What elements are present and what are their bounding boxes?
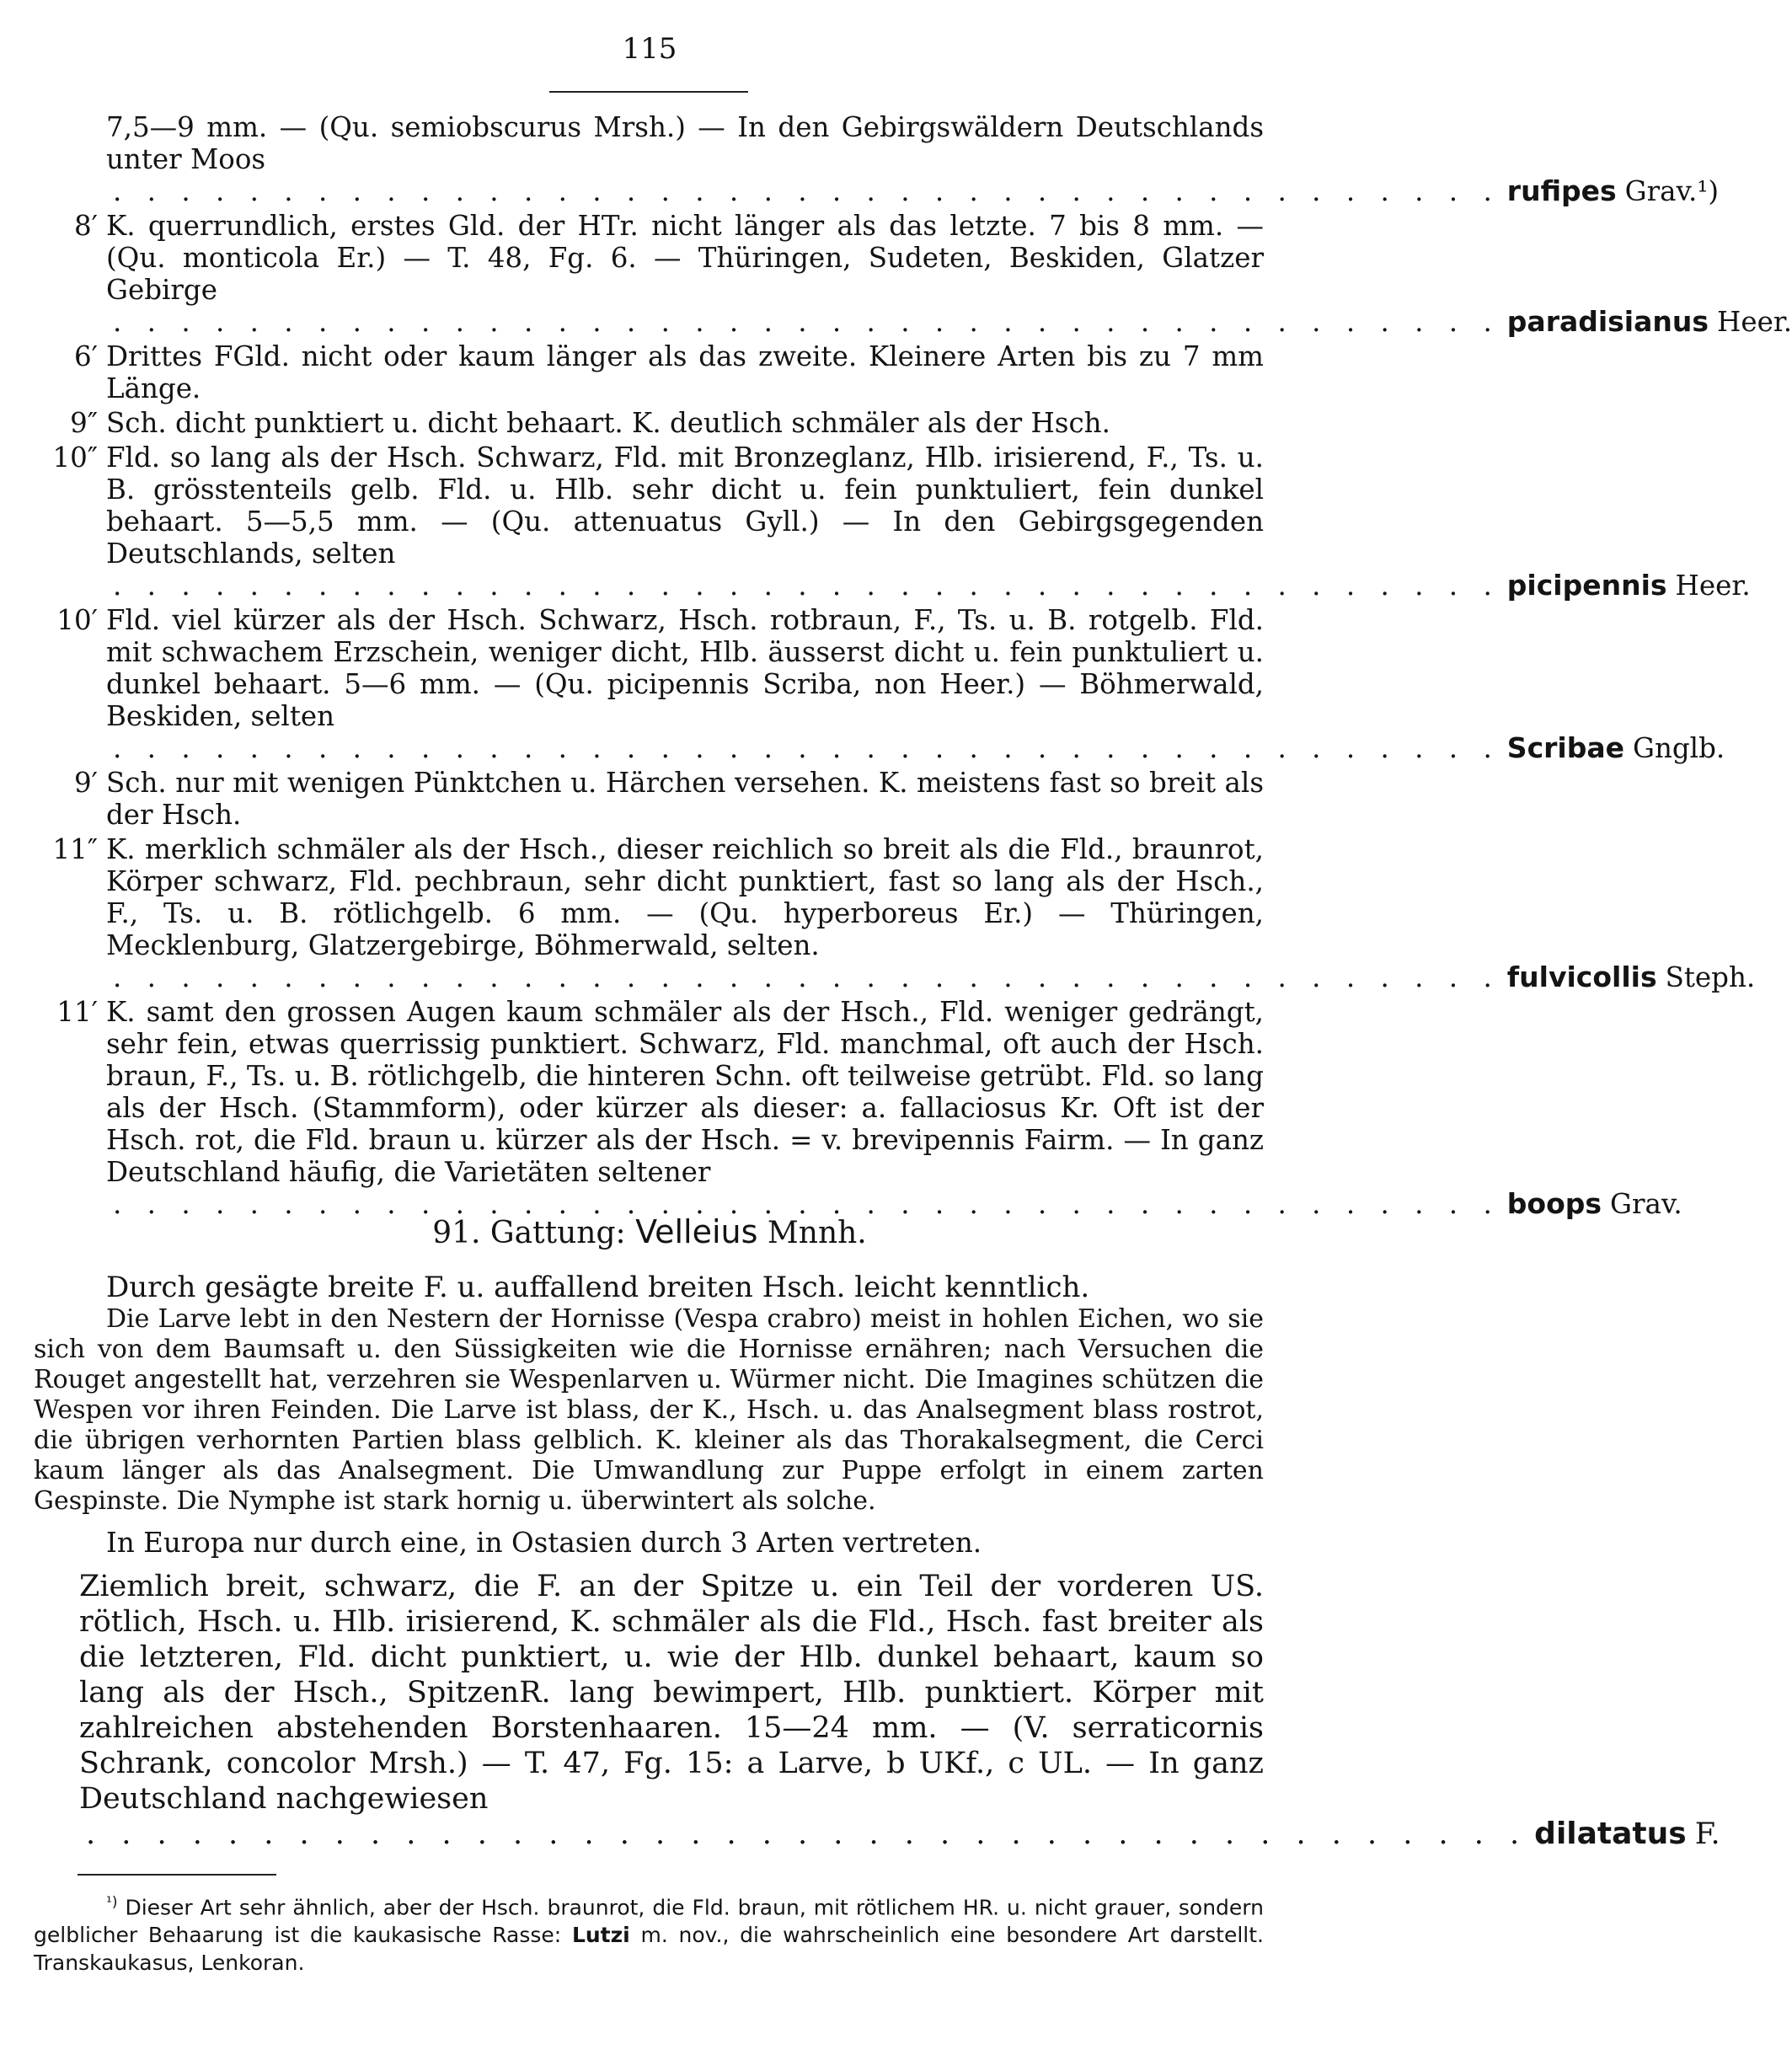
genus-intro: Durch gesägte breite F. u. auffallend breiten Hsch. leicht kenntlich. bbox=[106, 1271, 1090, 1304]
key-text: Fld. viel kürzer als der Hsch. Schwarz, Hsch. rotbraun, F., Ts. u. B. rotgelb. Fld. mit schwachem Erzschein, weniger dicht, Hlb. äusserst dicht u. fein punktuliert u. dunkel behaart. 5—6 mm. — (Qu. picipennis Scriba, non Heer.) — Böhmerwald, Beskiden, selten bbox=[106, 604, 1264, 732]
key-text: K. samt den grossen Augen kaum schmäler als der Hsch., Fld. weniger gedrängt, sehr fein, etwas querrissig punktiert. Schwarz, Fld. manchmal, oft auch der Hsch. braun, F., Ts. u. B. rötlichgelb, die hinteren Schn. oft teilweise getrübt. Fld. so lang als der Hsch. (Stammform), oder kürzer als dieser: a. fallaciosus Kr. Oft ist der Hsch. rot, die Fld. braun u. kürzer als der Hsch. = v. brevipennis Fairm. — In ganz Deutschland häufig, die Varietäten seltener bbox=[106, 996, 1264, 1188]
key-number: 9″ bbox=[70, 407, 98, 439]
key-entry bbox=[34, 111, 1720, 207]
dot-leader: . . . . . . . . . . . . . . . . . . . . . . . . . . . . . . . . . . . . . . . . . bbox=[86, 1817, 1528, 1851]
key-text: Fld. so lang als der Hsch. Schwarz, Fld. mit Bronzeglanz, Hlb. irisierend, F., Ts. u. B. grösstenteils gelb. Fld. u. Hlb. sehr dicht u. fein punktuliert, fein dunkel behaart. 5—5,5 mm. — (Qu. attenuatus Gyll.) — In den Gebirgsgegenden Deutschlands, selten bbox=[106, 441, 1264, 570]
key-number: 6′ bbox=[73, 340, 98, 372]
key-number: 8′ bbox=[73, 210, 98, 242]
dot-leader: . . . . . . . . . . . . . . . . . . . . . . . . . . . . . . . . . . . . . . . . . bbox=[113, 570, 1500, 602]
key-number: 11′ bbox=[56, 996, 98, 1028]
distribution-note: In Europa nur durch eine, in Ostasien durch 3 Arten vertreten. bbox=[106, 1527, 982, 1559]
key-text: Sch. dicht punktiert u. dicht behaart. K. deutlich schmäler als der Hsch. bbox=[106, 407, 1110, 439]
species-name: boops bbox=[1506, 1187, 1602, 1220]
species-name: Scribae bbox=[1506, 731, 1624, 764]
genus-author: Mnnh. bbox=[767, 1216, 867, 1250]
genus-prefix: 91. Gattung: bbox=[432, 1216, 626, 1250]
footnote-species-name: Lutzi bbox=[571, 1923, 630, 1948]
dot-leader: . . . . . . . . . . . . . . . . . . . . . . . . . . . . . . . . . . . . . . . . . bbox=[113, 175, 1500, 207]
larva-description: Die Larve lebt in den Nestern der Hornisse (Vespa crabro) meist in hohlen Eichen, wo sie sich von dem Baumsaft u. den Süssigkeiten wie die Hornisse ernähren; nach Versuchen die Rouget angestellt hat, verzehren sie Wespenlarven u. Würmer nicht. Die Imagines schützen die Wespen vor ihren Feinden. Die Larve ist blass, der K., Hsch. u. das Analsegment blass rostrot, die übrigen verhornten Partien blass gelblich. K. kleiner als das Thorakalsegment, die Cerci kaum länger als das Analsegment. Die Umwandlung zur Puppe erfolgt in einem zarten Gespinste. Die Nymphe ist stark hornig u. überwintert als solche. bbox=[34, 1304, 1264, 1516]
footnote-text: Dieser Art sehr ähnlich, aber der Hsch. braunrot, die Fld. braun, mit rötlichem HR. u. nicht grauer, sondern gelblicher Behaarung ist die kaukasische Rasse: bbox=[34, 1895, 1264, 1948]
species-name: fulvicollis bbox=[1506, 961, 1657, 993]
dot-leader: . . . . . . . . . . . . . . . . . . . . . . . . . . . . . . . . . . . . . . . . . bbox=[113, 1188, 1500, 1220]
species-name: dilatatus bbox=[1534, 1817, 1687, 1851]
key-entry bbox=[34, 441, 1751, 602]
species-author: Gnglb. bbox=[1632, 732, 1725, 764]
key-entry bbox=[34, 767, 1264, 831]
dot-leader: . . . . . . . . . . . . . . . . . . . . . . . . . . . . . . . . . . . . . . . . . bbox=[113, 961, 1500, 993]
key-text: K. querrundlich, erstes Gld. der HTr. nicht länger als das letzte. 7 bis 8 mm. — (Qu. monticola Er.) — T. 48, Fg. 6. — Thüringen, Sudeten, Beskiden, Glatzer Gebirge bbox=[106, 210, 1264, 306]
footnote-text-end: m. nov., die wahrscheinlich eine besondere Art darstellt. Transkaukasus, Lenkoran. bbox=[34, 1923, 1264, 1976]
species-name: paradisianus bbox=[1506, 305, 1709, 338]
species-author: F. bbox=[1694, 1817, 1720, 1851]
key-entry bbox=[34, 407, 1264, 439]
key-number: 10″ bbox=[52, 441, 98, 474]
genus-description bbox=[34, 1271, 1720, 1852]
footnote-mark: ¹) bbox=[106, 1894, 118, 1911]
genus-heading bbox=[0, 1213, 1299, 1250]
key-text: Drittes FGld. nicht oder kaum länger als das zweite. Kleinere Arten bis zu 7 mm Länge. bbox=[106, 340, 1264, 404]
dot-leader: . . . . . . . . . . . . . . . . . . . . . . . . . . . . . . . . . . . . . . . . . bbox=[113, 306, 1500, 338]
key-text: 7,5—9 mm. — (Qu. semiobscurus Mrsh.) — In den Gebirgswäldern Deutschlands unter Moos bbox=[106, 111, 1264, 175]
key-entry bbox=[34, 833, 1756, 993]
key-entry bbox=[34, 604, 1725, 764]
page-number-rule bbox=[549, 91, 748, 93]
key-text: K. merklich schmäler als der Hsch., dieser reichlich so breit als die Fld., braunrot, Körper schwarz, Fld. pechbraun, sehr dicht punktiert, fast so lang als der Hsch., F., Ts. u. B. rötlichgelb. 6 mm. — (Qu. hyperboreus Er.) — Thüringen, Mecklenburg, Glatzergebirge, Böhmerwald, selten. bbox=[106, 833, 1264, 961]
identification-key bbox=[34, 111, 1792, 1223]
genus-name: Velleius bbox=[635, 1213, 758, 1250]
page-number: 115 bbox=[622, 32, 677, 66]
key-number: 11″ bbox=[52, 833, 98, 865]
species-author: Grav. bbox=[1610, 1188, 1682, 1220]
key-number: 10′ bbox=[56, 604, 98, 636]
species-author: Heer. bbox=[1675, 570, 1751, 602]
footnote bbox=[34, 1889, 1264, 1977]
key-number: 9′ bbox=[73, 767, 98, 799]
key-entry bbox=[34, 210, 1792, 338]
key-entry bbox=[34, 996, 1682, 1220]
species-author: Heer. bbox=[1717, 306, 1792, 338]
species-author: Steph. bbox=[1665, 961, 1756, 993]
species-entry bbox=[34, 1569, 1720, 1852]
species-name: rufipes bbox=[1506, 174, 1617, 207]
footnote-rule bbox=[78, 1874, 276, 1876]
key-entry bbox=[34, 340, 1264, 404]
species-entry-text: Ziemlich breit, schwarz, die F. an der Spitze u. ein Teil der vorderen US. rötlich, Hsch. u. Hlb. irisierend, K. schmäler als die Fld., Hsch. fast breiter als die letzteren, Fld. dicht punktiert, u. wie der Hlb. dunkel behaart, kaum so lang als der Hsch., SpitzenR. lang bewimpert, Hlb. punktiert. Körper mit zahlreichen abstehenden Borstenhaaren. 15—24 mm. — (V. serraticornis Schrank, concolor Mrsh.) — T. 47, Fg. 15: a Larve, b UKf., c UL. — In ganz Deutschland nachgewiesen bbox=[79, 1570, 1264, 1816]
key-text: Sch. nur mit wenigen Pünktchen u. Härchen versehen. K. meistens fast so breit als der Hsch. bbox=[106, 767, 1264, 831]
species-author: Grav.¹) bbox=[1624, 175, 1720, 207]
species-name: picipennis bbox=[1506, 569, 1667, 602]
dot-leader: . . . . . . . . . . . . . . . . . . . . . . . . . . . . . . . . . . . . . . . . . bbox=[113, 732, 1500, 764]
